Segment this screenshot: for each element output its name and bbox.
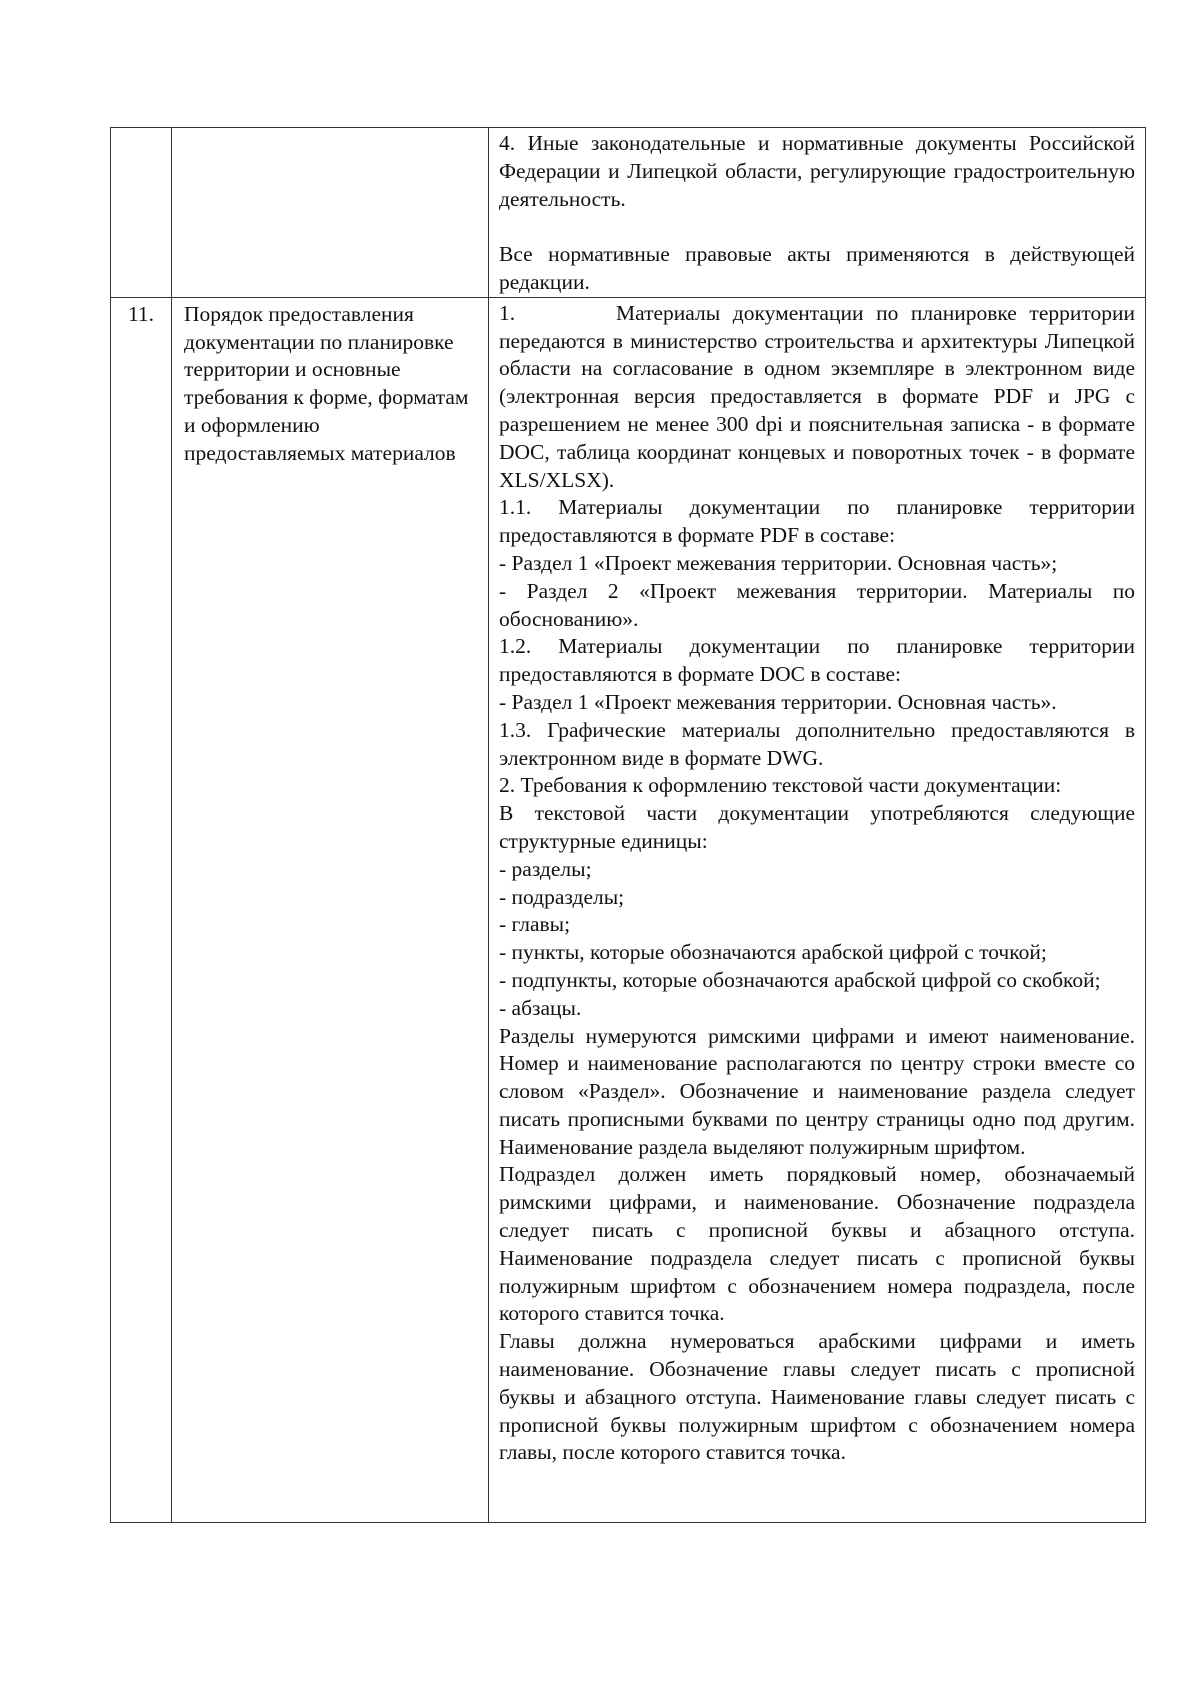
content-paragraph: - Раздел 2 «Проект межевания территории. Материалы по обоснованию». [499,578,1135,631]
content-paragraph: - подразделы; [499,884,625,909]
content-paragraph: 2. Требования к оформлению текстовой части документации: [499,773,1062,798]
row-content-cell [489,128,1146,298]
content-paragraph: - главы; [499,912,571,937]
content-paragraph: Подраздел должен иметь порядковый номер, обозначаемый римскими цифрами, и наименование. Обозначение подраздела следует писать с прописной буквы и абзацного отступа. Наименование подраздела следует писать с прописной буквы полужирным шрифтом с обозначением номера подраздела, после которого ставится точка. [499,1162,1135,1326]
row-content-cell [489,297,1146,1522]
row-name-cell [172,297,489,1522]
content-paragraph: Все нормативные правовые акты применяются в действующей редакции. [499,242,1135,294]
content-paragraph: - Раздел 1 «Проект межевания территории. Основная часть». [499,689,1057,714]
content-paragraph: - пункты, которые обозначаются арабской цифрой с точкой; [499,940,1047,965]
row-number: 11. [127,301,155,326]
content-paragraph: 1.1. Материалы документации по планировке территории предоставляются в формате PDF в составе: [499,495,1135,548]
row-name [172,128,488,131]
row-number [111,128,171,131]
content-paragraph: В текстовой части документации употребляются следующие структурные единицы: [499,801,1135,853]
content-paragraph: - разделы; [499,856,592,881]
row-number-cell [111,297,172,1522]
row-number-cell [111,128,172,298]
table-row [111,297,1146,1522]
row-name: Порядок предоставления документации по планировке территории и основные требования к форме, форматам и оформлению предоставляемых материалов [184,301,469,465]
content-paragraph: Главы должна нумероваться арабскими цифрами и иметь наименование. Обозначение главы следует писать с прописной буквы и абзацного отступа. Наименование главы следует писать с прописной буквы полужирным шрифтом с обозначением номера главы, после которого ставится точка. [499,1329,1135,1465]
row-name-cell [172,128,489,298]
content-paragraph: Разделы нумеруются римскими цифрами и имеют наименование. Номер и наименование располагаются по центру строки вместе со словом «Раздел». Обозначение и наименование раздела следует писать прописными буквами по центру страницы одно под другим. Наименование раздела выделяют полужирным шрифтом. [499,1023,1135,1159]
requirements-table [110,127,1146,1523]
content-paragraph: - абзацы. [499,995,582,1020]
content-paragraph: 1.2. Материалы документации по планировке территории предоставляются в формате DOC в составе: [499,634,1135,687]
content-paragraph: - подпункты, которые обозначаются арабской цифрой со скобкой; [499,967,1101,992]
content-paragraph: - Раздел 1 «Проект межевания территории. Основная часть»; [499,550,1058,575]
table-row [111,128,1146,298]
content-paragraph: 1.3. Графические материалы дополнительно предоставляются в электронном виде в формате DWG. [499,717,1135,770]
content-paragraph: 1. Материалы документации по планировке территории передаются в министерство строительства и архитектуры Липецкой области на согласование в одном экземпляре в электронном виде (электронная версия предоставляется в формате PDF и JPG с разрешением не менее 300 dpi и пояснительная записка - в формате DOC, таблица координат концевых и поворотных точек - в формате XLS/XLSX). [499,300,1135,492]
content-paragraph: 4. Иные законодательные и нормативные документы Российской Федерации и Липецкой области, регулирующие градостроительную деятельность. [499,131,1135,211]
